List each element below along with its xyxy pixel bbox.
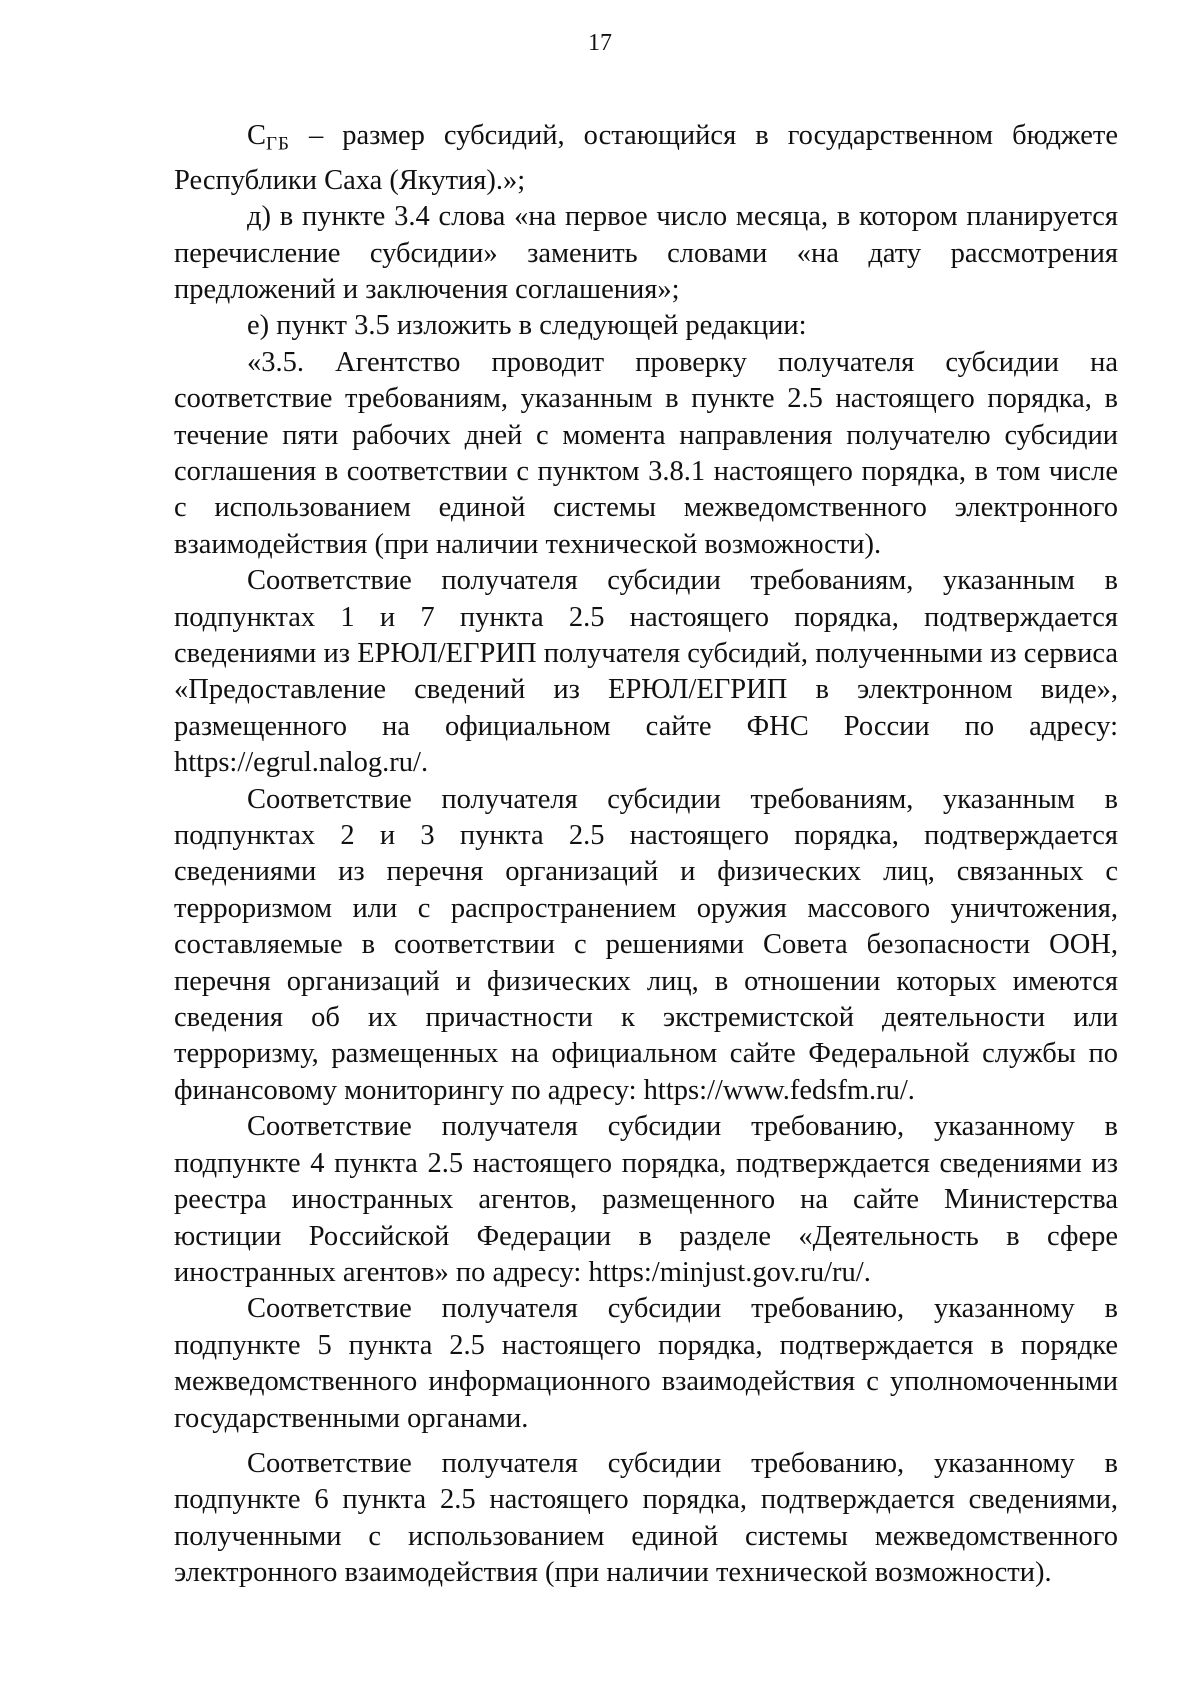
paragraph-requirements-1-7: Соответствие получателя субсидии требованиям, указанным в подпунктах 1 и 7 пункта 2.5 настоящего порядка, подтверждается сведениями из ЕРЮЛ/ЕГРИП получателя субсидий, полученными из сервиса «Предоставление сведений из ЕРЮЛ/ЕГРИП в электронном виде», размещенного на официальном сайте ФНС России по адресу: https://egrul.nalog.ru/. [174,565,1118,779]
paragraph-clause-3-5: «3.5. Агентство проводит проверку получателя субсидии на соответствие требованиям, указанным в пункте 2.5 настоящего порядка, в течение пяти рабочих дней с момента направления получателю субсидии соглашения в соответствии с пунктом 3.8.1 настоящего порядка, в том числе с использованием единой системы межведомственного электронного взаимодействия (при наличии технической возможности). [174,346,1118,560]
paragraph-requirement-4: Соответствие получателя субсидии требованию, указанному в подпункте 4 пункта 2.5 настоящего порядка, подтверждается сведениями из реестра иностранных агентов, размещенного на сайте Министерства юстиции Российской Федерации в разделе «Деятельность в сфере иностранных агентов» по адресу: https:/minjust.gov.ru/ru/. [174,1111,1118,1288]
formula-subscript: ГБ [266,133,290,155]
paragraph-requirement-6: Соответствие получателя субсидии требованию, указанному в подпункте 6 пункта 2.5 настоящего порядка, подтверждается сведениями, полученными с использованием единой системы межведомственного электронного взаимодействия (при наличии технической возможности). [174,1447,1118,1589]
paragraph-requirements-2-3: Соответствие получателя субсидии требованиям, указанным в подпунктах 2 и 3 пункта 2.5 настоящего порядка, подтверждается сведениями из перечня организаций и физических лиц, связанных с терроризмом или с распространением оружия массового уничтожения, составляемые в соответствии с решениями Совета безопасности ООН, перечня организаций и физических лиц, в отношении которых имеются сведения об их причастности к экстремистской деятельности или терроризму, размещенных на официальном сайте Федеральной службы по финансовому мониторингу по адресу: https://www.fedsfm.ru/. [174,783,1118,1106]
paragraph-item-e: е) пункт 3.5 изложить в следующей редакции: [247,310,807,342]
paragraph-sgb-definition [174,118,1118,199]
paragraph-requirement-5: Соответствие получателя субсидии требованию, указанному в подпункте 5 пункта 2.5 настоящего порядка, подтверждается в порядке межведомственного информационного взаимодействия с уполномоченными государственными органами. [174,1293,1118,1434]
paragraph-text: – размер субсидий, остающийся в государственном бюджете Республики Саха (Якутия).»; [174,120,1118,196]
paragraph-item-d: д) в пункте 3.4 слова «на первое число месяца, в котором планируется перечисление субсидии» заменить словами «на дату рассмотрения предложений и заключения соглашения»; [174,201,1118,305]
document-body [174,118,1118,1592]
page-number: 17 [588,30,612,56]
formula-symbol: С [247,120,267,151]
